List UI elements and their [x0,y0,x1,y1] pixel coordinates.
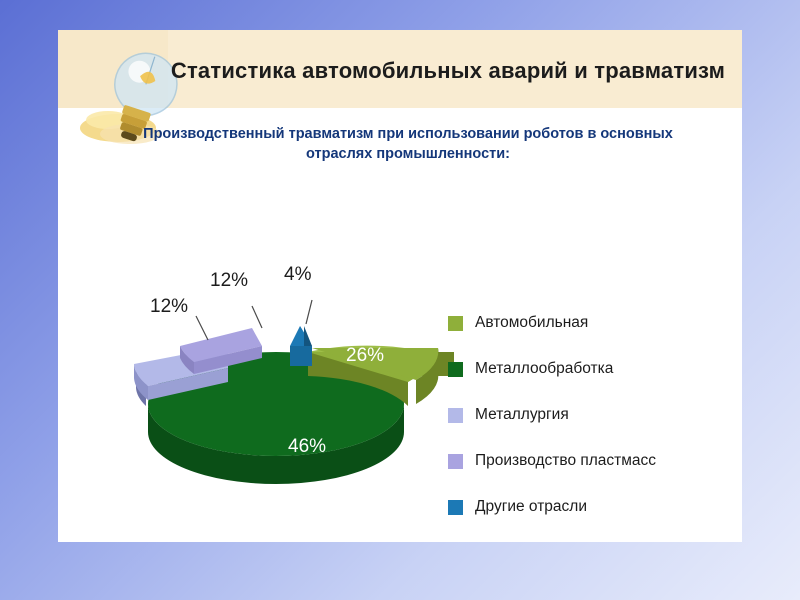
legend-item-plastmass [448,438,723,484]
legend-label: Другие отрасли [475,498,588,515]
legend-label: Металлообработка [475,360,614,377]
legend-item-metalloobrabotka [448,346,723,392]
legend-swatch-icon [448,362,463,377]
pie-chart [76,200,724,530]
data-label-metallurgiya: 12% [150,296,189,317]
legend-swatch-icon [448,500,463,515]
legend-swatch-icon [448,454,463,469]
legend-item-drugie [448,484,723,530]
page-title: Статистика автомобильных аварий и травматизм [170,58,726,83]
slide-canvas [58,30,742,542]
legend-label: Производство пластмасс [475,452,657,469]
legend-label: Автомобильная [475,314,589,331]
chart-subtitle: Производственный травматизм при использовании роботов в основных отраслях промышленности: [143,126,673,162]
legend-swatch-icon [448,408,463,423]
legend-item-metallurgiya [448,392,723,438]
chart-legend [448,300,723,530]
legend-swatch-icon [448,316,463,331]
data-label-drugie: 4% [284,264,312,285]
legend-label: Металлургия [475,406,569,423]
legend-item-avtomobilnaya [448,300,723,346]
data-label-metalloobrabotka: 46% [288,436,327,457]
data-label-plastmass: 12% [210,270,249,291]
data-label-avtomobilnaya: 26% [346,345,385,366]
